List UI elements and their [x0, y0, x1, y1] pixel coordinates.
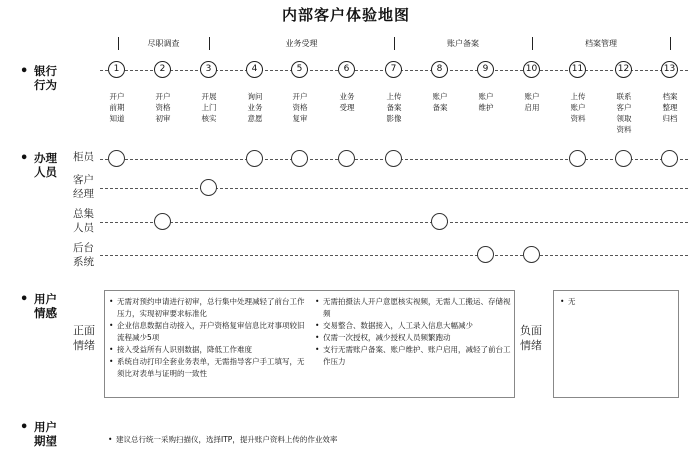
bullet-icon: • [20, 151, 29, 166]
role-step-marker [523, 246, 540, 263]
list-item: • 仅需一次授权，减少授权人员频繁跑动 [315, 333, 451, 342]
role-label: 柜员 [73, 151, 94, 163]
step-description-9: 账户维护 [478, 92, 494, 112]
page-title: 内部客户体验地图 [281, 6, 410, 24]
step-description-5: 开户资格复审 [292, 92, 308, 123]
role-step-marker [431, 213, 448, 230]
step-description-7: 上传备案影像 [386, 92, 402, 123]
role-step-marker [661, 150, 678, 167]
list-item: • 企业信息数据自动接入，开户资格复审信息比对事项较旧流程减少5项 [109, 321, 305, 342]
expectation-item: • 建议总行统一采购扫描仪，选择ITP，提升账户资料上传的作业效率 [108, 435, 338, 444]
list-item: • 无需对预约申请进行初审，总行集中处理减轻了前台工作压力，实现初审要求标准化 [109, 297, 305, 318]
step-description-13: 档案整理归档 [662, 92, 678, 123]
step-circle-13: 13 [661, 61, 678, 78]
role-step-marker [338, 150, 355, 167]
positive-column-1 [109, 296, 309, 380]
role-lane-line [100, 222, 688, 223]
positive-emotion-label: 正面 情绪 [73, 324, 95, 352]
negative-emotion-label: 负面 情绪 [520, 324, 542, 352]
step-circle-6: 6 [338, 61, 355, 78]
section-bank-behavior: 银行 行为 [34, 64, 57, 92]
role-label: 后台 系统 [73, 242, 94, 268]
step-circle-5: 5 [291, 61, 308, 78]
step-circle-9: 9 [477, 61, 494, 78]
phase-label-archive: 档案管理 [585, 39, 617, 48]
negative-emotion-box [553, 290, 679, 398]
role-step-marker [569, 150, 586, 167]
list-item: • 交易整合、数据接入，人工录入信息大幅减少 [315, 321, 473, 330]
step-description-8: 账户备案 [432, 92, 448, 112]
step-description-12: 联系客户领取资料 [616, 92, 632, 134]
role-step-marker [200, 179, 217, 196]
step-circle-2: 2 [154, 61, 171, 78]
step-description-4: 询问业务意愿 [247, 92, 263, 123]
section-user-expectation: 用户 期望 [34, 420, 57, 448]
list-item: • 无 [560, 297, 576, 306]
step-circle-12: 12 [615, 61, 632, 78]
step-description-10: 账户启用 [524, 92, 540, 112]
list-item: • 接入受益所有人识别数据，降低工作难度 [109, 345, 252, 354]
role-step-marker [385, 150, 402, 167]
step-description-3: 开展上门核实 [201, 92, 217, 123]
role-step-marker [108, 150, 125, 167]
section-user-feeling: 用户 情感 [34, 292, 57, 320]
step-description-1: 开户前期知道 [109, 92, 125, 123]
role-step-marker [154, 213, 171, 230]
list-item: • 支行无需账户备案、账户维护、账户启用，减轻了前台工作压力 [315, 345, 511, 366]
step-description-6: 业务受理 [339, 92, 355, 112]
list-item: • 无需拍摄法人开户意愿核实视频，无需人工搬运、存储视频 [315, 297, 511, 318]
phase-label-diligence: 尽职调查 [147, 39, 180, 48]
section-handler: 办理 人员 [34, 151, 57, 179]
role-lane-line [100, 188, 688, 189]
role-step-marker [615, 150, 632, 167]
bullet-icon: • [20, 64, 29, 79]
bullet-icon: • [20, 420, 29, 435]
step-description-2: 开户资格初审 [155, 92, 171, 123]
role-label: 总集 人员 [73, 208, 94, 234]
step-circle-3: 3 [200, 61, 217, 78]
step-circle-10: 10 [523, 61, 540, 78]
step-circle-11: 11 [569, 61, 586, 78]
role-step-marker [246, 150, 263, 167]
role-step-marker [477, 246, 494, 263]
step-circle-4: 4 [246, 61, 263, 78]
role-label: 客户 经理 [73, 174, 94, 200]
positive-column-2 [315, 296, 511, 368]
list-item: • 系统自动打印全套业务表单，无需指导客户手工填写，无须比对表单与证明的一致性 [109, 357, 305, 378]
step-circle-7: 7 [385, 61, 402, 78]
step-circle-1: 1 [108, 61, 125, 78]
phase-divider [670, 37, 671, 50]
role-lane-line [100, 255, 688, 256]
positive-emotion-box [104, 290, 515, 398]
phase-label-acceptance: 业务受理 [285, 39, 318, 48]
phase-label-filing: 账户备案 [447, 39, 479, 48]
step-circle-8: 8 [431, 61, 448, 78]
role-step-marker [291, 150, 308, 167]
bullet-icon: • [20, 292, 29, 307]
step-description-11: 上传账户资料 [570, 92, 586, 123]
